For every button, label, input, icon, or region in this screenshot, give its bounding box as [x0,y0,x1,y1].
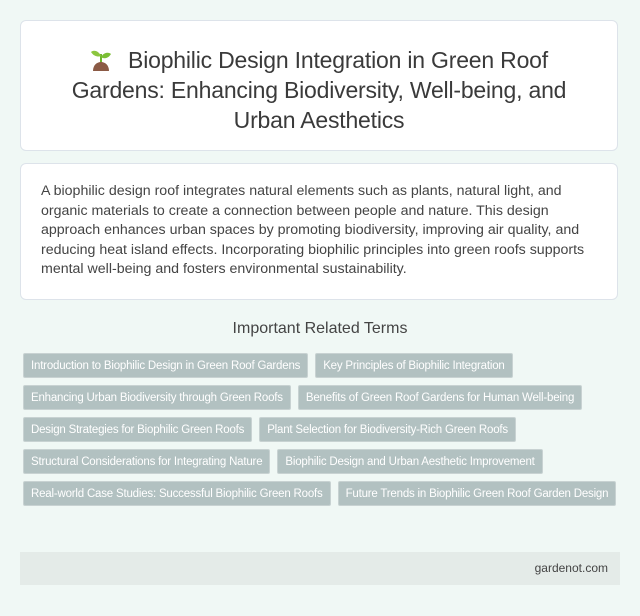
term-tag[interactable]: Benefits of Green Roof Gardens for Human Well-being [298,385,582,410]
description-text: A biophilic design roof integrates natural elements such as plants, natural light, and organic materials to create a connection between people and nature. This design approach enhances urban spaces by promoting biodiversity, improving air quality, and reducing heat island effects. Incorporating biophilic principles into green roofs supports mental well-being and fosters environmental sustainability. [41,183,585,277]
related-terms-list [23,353,623,506]
title-card [20,20,618,151]
description-card [20,163,618,300]
term-tag[interactable]: Key Principles of Biophilic Integration [315,353,512,378]
footer [20,552,620,585]
footer-site-link[interactable]: gardenot.com [534,561,608,575]
related-terms-heading: Important Related Terms [232,320,408,337]
term-tag[interactable]: Structural Considerations for Integrating Nature [23,449,270,474]
term-tag[interactable]: Plant Selection for Biodiversity-Rich Green Roofs [259,417,516,442]
term-tag[interactable]: Design Strategies for Biophilic Green Roofs [23,417,252,442]
term-tag[interactable]: Real-world Case Studies: Successful Biophilic Green Roofs [23,481,331,506]
term-tag[interactable]: Enhancing Urban Biodiversity through Green Roofs [23,385,291,410]
page-title [21,45,617,135]
title-text: Biophilic Design Integration in Green Roof Gardens: Enhancing Biodiversity, Well-being, and Urban Aesthetics [71,47,567,133]
term-tag[interactable]: Future Trends in Biophilic Green Roof Garden Design [338,481,617,506]
seedling-icon [90,47,112,71]
term-tag[interactable]: Biophilic Design and Urban Aesthetic Improvement [277,449,542,474]
term-tag[interactable]: Introduction to Biophilic Design in Green Roof Gardens [23,353,308,378]
